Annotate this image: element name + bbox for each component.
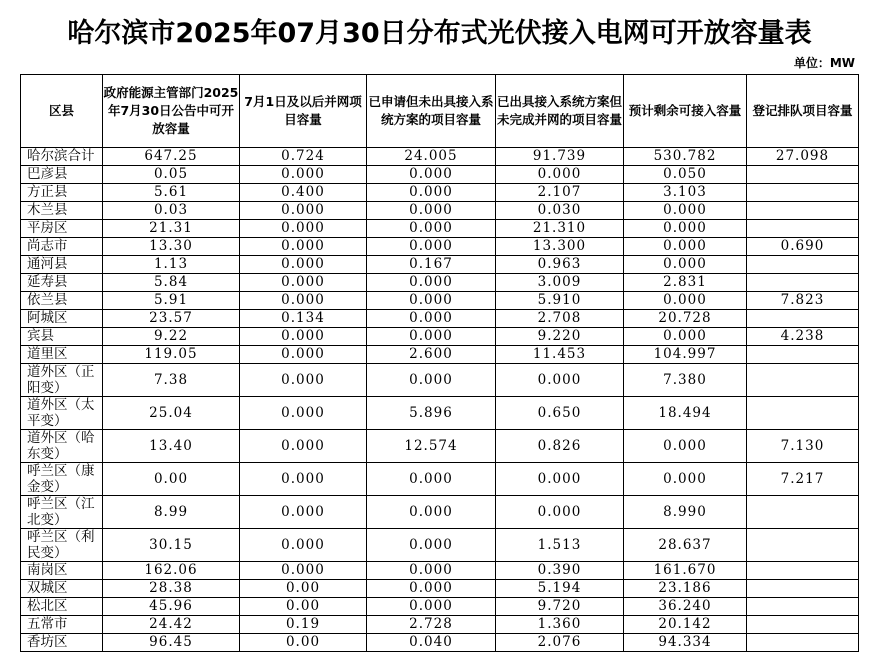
plan-cell: 0.000 [496,463,624,496]
open-capacity-cell: 119.05 [103,346,240,364]
remaining-cell: 0.000 [624,430,747,463]
table-row [21,616,859,634]
plan-cell: 9.220 [496,328,624,346]
open-capacity-cell: 8.99 [103,496,240,529]
capacity-table [20,74,859,652]
remaining-cell: 0.050 [624,166,747,184]
plan-cell: 2.708 [496,310,624,328]
plan-cell: 2.076 [496,634,624,652]
applied-cell: 0.000 [367,184,496,202]
queued-cell: 4.238 [747,328,859,346]
open-capacity-cell: 13.40 [103,430,240,463]
queued-cell [747,634,859,652]
open-capacity-cell: 1.13 [103,256,240,274]
header-plan-not-connected: 已出具接入系统方案但未完成并网的项目容量 [496,75,624,148]
district-name-cell: 道里区 [21,346,103,364]
district-name-cell: 阿城区 [21,310,103,328]
remaining-cell: 18.494 [624,397,747,430]
connected-cell: 0.00 [240,580,367,598]
district-name-cell: 依兰县 [21,292,103,310]
district-name-cell: 通河县 [21,256,103,274]
applied-cell: 0.000 [367,562,496,580]
page-title: 哈尔滨市2025年07月30日分布式光伏接入电网可开放容量表 [67,18,812,49]
table-row [21,397,859,430]
connected-cell: 0.000 [240,346,367,364]
connected-cell: 0.000 [240,562,367,580]
applied-cell: 0.000 [367,364,496,397]
connected-cell: 0.000 [240,238,367,256]
table-row [21,580,859,598]
open-capacity-cell: 13.30 [103,238,240,256]
table-row [21,292,859,310]
queued-cell [747,310,859,328]
header-applied-no-plan: 已申请但未出具接入系统方案的项目容量 [367,75,496,148]
open-capacity-cell: 5.61 [103,184,240,202]
district-name-cell: 尚志市 [21,238,103,256]
header-queued-capacity: 登记排队项目容量 [747,75,859,148]
queued-cell [747,184,859,202]
queued-cell [747,598,859,616]
open-capacity-cell: 0.00 [103,463,240,496]
connected-cell: 0.000 [240,364,367,397]
remaining-cell: 0.000 [624,202,747,220]
applied-cell: 12.574 [367,430,496,463]
connected-cell: 0.000 [240,430,367,463]
connected-cell: 0.000 [240,202,367,220]
header-district: 区县 [21,75,103,148]
connected-cell: 0.000 [240,292,367,310]
table-row [21,184,859,202]
queued-cell [747,166,859,184]
connected-cell: 0.00 [240,634,367,652]
connected-cell: 0.724 [240,148,367,166]
queued-cell [747,202,859,220]
open-capacity-cell: 647.25 [103,148,240,166]
queued-cell [747,562,859,580]
district-name-cell: 道外区（正阳变） [21,364,103,397]
connected-cell: 0.000 [240,256,367,274]
connected-cell: 0.000 [240,220,367,238]
plan-cell: 1.360 [496,616,624,634]
table-row [21,364,859,397]
applied-cell: 0.000 [367,328,496,346]
applied-cell: 0.000 [367,580,496,598]
applied-cell: 0.000 [367,496,496,529]
district-name-cell: 南岗区 [21,562,103,580]
district-name-cell: 宾县 [21,328,103,346]
queued-cell [747,256,859,274]
open-capacity-cell: 21.31 [103,220,240,238]
queued-cell: 7.130 [747,430,859,463]
remaining-cell: 8.990 [624,496,747,529]
open-capacity-cell: 45.96 [103,598,240,616]
district-name-cell: 五常市 [21,616,103,634]
connected-cell: 0.000 [240,496,367,529]
plan-cell: 2.107 [496,184,624,202]
remaining-cell: 104.997 [624,346,747,364]
plan-cell: 21.310 [496,220,624,238]
plan-cell: 5.194 [496,580,624,598]
table-row [21,202,859,220]
open-capacity-cell: 7.38 [103,364,240,397]
queued-cell [747,496,859,529]
queued-cell [747,274,859,292]
queued-cell [747,220,859,238]
remaining-cell: 94.334 [624,634,747,652]
plan-cell: 0.030 [496,202,624,220]
connected-cell: 0.000 [240,166,367,184]
connected-cell: 0.000 [240,463,367,496]
table-row [21,430,859,463]
open-capacity-cell: 24.42 [103,616,240,634]
queued-cell: 7.217 [747,463,859,496]
applied-cell: 0.000 [367,166,496,184]
district-name-cell: 呼兰区（江北变） [21,496,103,529]
remaining-cell: 3.103 [624,184,747,202]
district-name-cell: 巴彦县 [21,166,103,184]
unit-label: 单位：MW [793,56,855,70]
queued-cell: 7.823 [747,292,859,310]
open-capacity-cell: 5.84 [103,274,240,292]
district-name-cell: 平房区 [21,220,103,238]
table-row [21,310,859,328]
table-row [21,562,859,580]
plan-cell: 91.739 [496,148,624,166]
header-row [21,75,859,148]
table-row [21,346,859,364]
table-row [21,463,859,496]
plan-cell: 3.009 [496,274,624,292]
connected-cell: 0.400 [240,184,367,202]
table-row [21,598,859,616]
header-remaining-capacity: 预计剩余可接入容量 [624,75,747,148]
plan-cell: 0.963 [496,256,624,274]
applied-cell: 0.167 [367,256,496,274]
queued-cell [747,580,859,598]
district-name-cell: 双城区 [21,580,103,598]
applied-cell: 24.005 [367,148,496,166]
applied-cell: 2.728 [367,616,496,634]
plan-cell: 9.720 [496,598,624,616]
table-row [21,634,859,652]
header-connected-after-jul1: 7月1日及以后并网项目容量 [240,75,367,148]
table-row [21,328,859,346]
table-row [21,220,859,238]
open-capacity-cell: 25.04 [103,397,240,430]
applied-cell: 0.000 [367,310,496,328]
queued-cell [747,364,859,397]
queued-cell [747,529,859,562]
applied-cell: 5.896 [367,397,496,430]
table-row [21,496,859,529]
applied-cell: 0.000 [367,529,496,562]
remaining-cell: 0.000 [624,238,747,256]
remaining-cell: 23.186 [624,580,747,598]
remaining-cell: 161.670 [624,562,747,580]
district-name-cell: 呼兰区（利民变） [21,529,103,562]
plan-cell: 0.826 [496,430,624,463]
district-name-cell: 道外区（太平变） [21,397,103,430]
remaining-cell: 20.142 [624,616,747,634]
open-capacity-cell: 28.38 [103,580,240,598]
district-name-cell: 延寿县 [21,274,103,292]
connected-cell: 0.000 [240,274,367,292]
plan-cell: 5.910 [496,292,624,310]
remaining-cell: 0.000 [624,292,747,310]
plan-cell: 0.650 [496,397,624,430]
applied-cell: 0.000 [367,292,496,310]
remaining-cell: 0.000 [624,256,747,274]
remaining-cell: 28.637 [624,529,747,562]
table-row [21,274,859,292]
connected-cell: 0.134 [240,310,367,328]
remaining-cell: 36.240 [624,598,747,616]
district-name-cell: 哈尔滨合计 [21,148,103,166]
queued-cell [747,616,859,634]
plan-cell: 11.453 [496,346,624,364]
district-name-cell: 木兰县 [21,202,103,220]
applied-cell: 0.000 [367,598,496,616]
applied-cell: 0.000 [367,220,496,238]
remaining-cell: 530.782 [624,148,747,166]
district-name-cell: 方正县 [21,184,103,202]
open-capacity-cell: 30.15 [103,529,240,562]
queued-cell [747,397,859,430]
district-name-cell: 呼兰区（康金变） [21,463,103,496]
open-capacity-cell: 9.22 [103,328,240,346]
plan-cell: 1.513 [496,529,624,562]
connected-cell: 0.000 [240,328,367,346]
remaining-cell: 20.728 [624,310,747,328]
connected-cell: 0.000 [240,397,367,430]
open-capacity-cell: 0.05 [103,166,240,184]
connected-cell: 0.000 [240,529,367,562]
open-capacity-cell: 23.57 [103,310,240,328]
open-capacity-cell: 162.06 [103,562,240,580]
remaining-cell: 2.831 [624,274,747,292]
plan-cell: 0.390 [496,562,624,580]
queued-cell [747,346,859,364]
remaining-cell: 0.000 [624,463,747,496]
remaining-cell: 0.000 [624,220,747,238]
queued-cell: 0.690 [747,238,859,256]
table-row [21,148,859,166]
applied-cell: 0.000 [367,463,496,496]
open-capacity-cell: 96.45 [103,634,240,652]
applied-cell: 2.600 [367,346,496,364]
connected-cell: 0.00 [240,598,367,616]
applied-cell: 0.040 [367,634,496,652]
connected-cell: 0.19 [240,616,367,634]
applied-cell: 0.000 [367,274,496,292]
header-open-capacity: 政府能源主管部门2025年7月30日公告中可开放容量 [103,75,240,148]
plan-cell: 0.000 [496,166,624,184]
district-name-cell: 香坊区 [21,634,103,652]
queued-cell: 27.098 [747,148,859,166]
remaining-cell: 0.000 [624,328,747,346]
plan-cell: 0.000 [496,364,624,397]
table-row [21,238,859,256]
district-name-cell: 道外区（哈东变） [21,430,103,463]
plan-cell: 0.000 [496,496,624,529]
table-row [21,166,859,184]
open-capacity-cell: 0.03 [103,202,240,220]
applied-cell: 0.000 [367,238,496,256]
open-capacity-cell: 5.91 [103,292,240,310]
table-row [21,529,859,562]
applied-cell: 0.000 [367,202,496,220]
table-row [21,256,859,274]
table-body [21,148,859,652]
remaining-cell: 7.380 [624,364,747,397]
plan-cell: 13.300 [496,238,624,256]
district-name-cell: 松北区 [21,598,103,616]
